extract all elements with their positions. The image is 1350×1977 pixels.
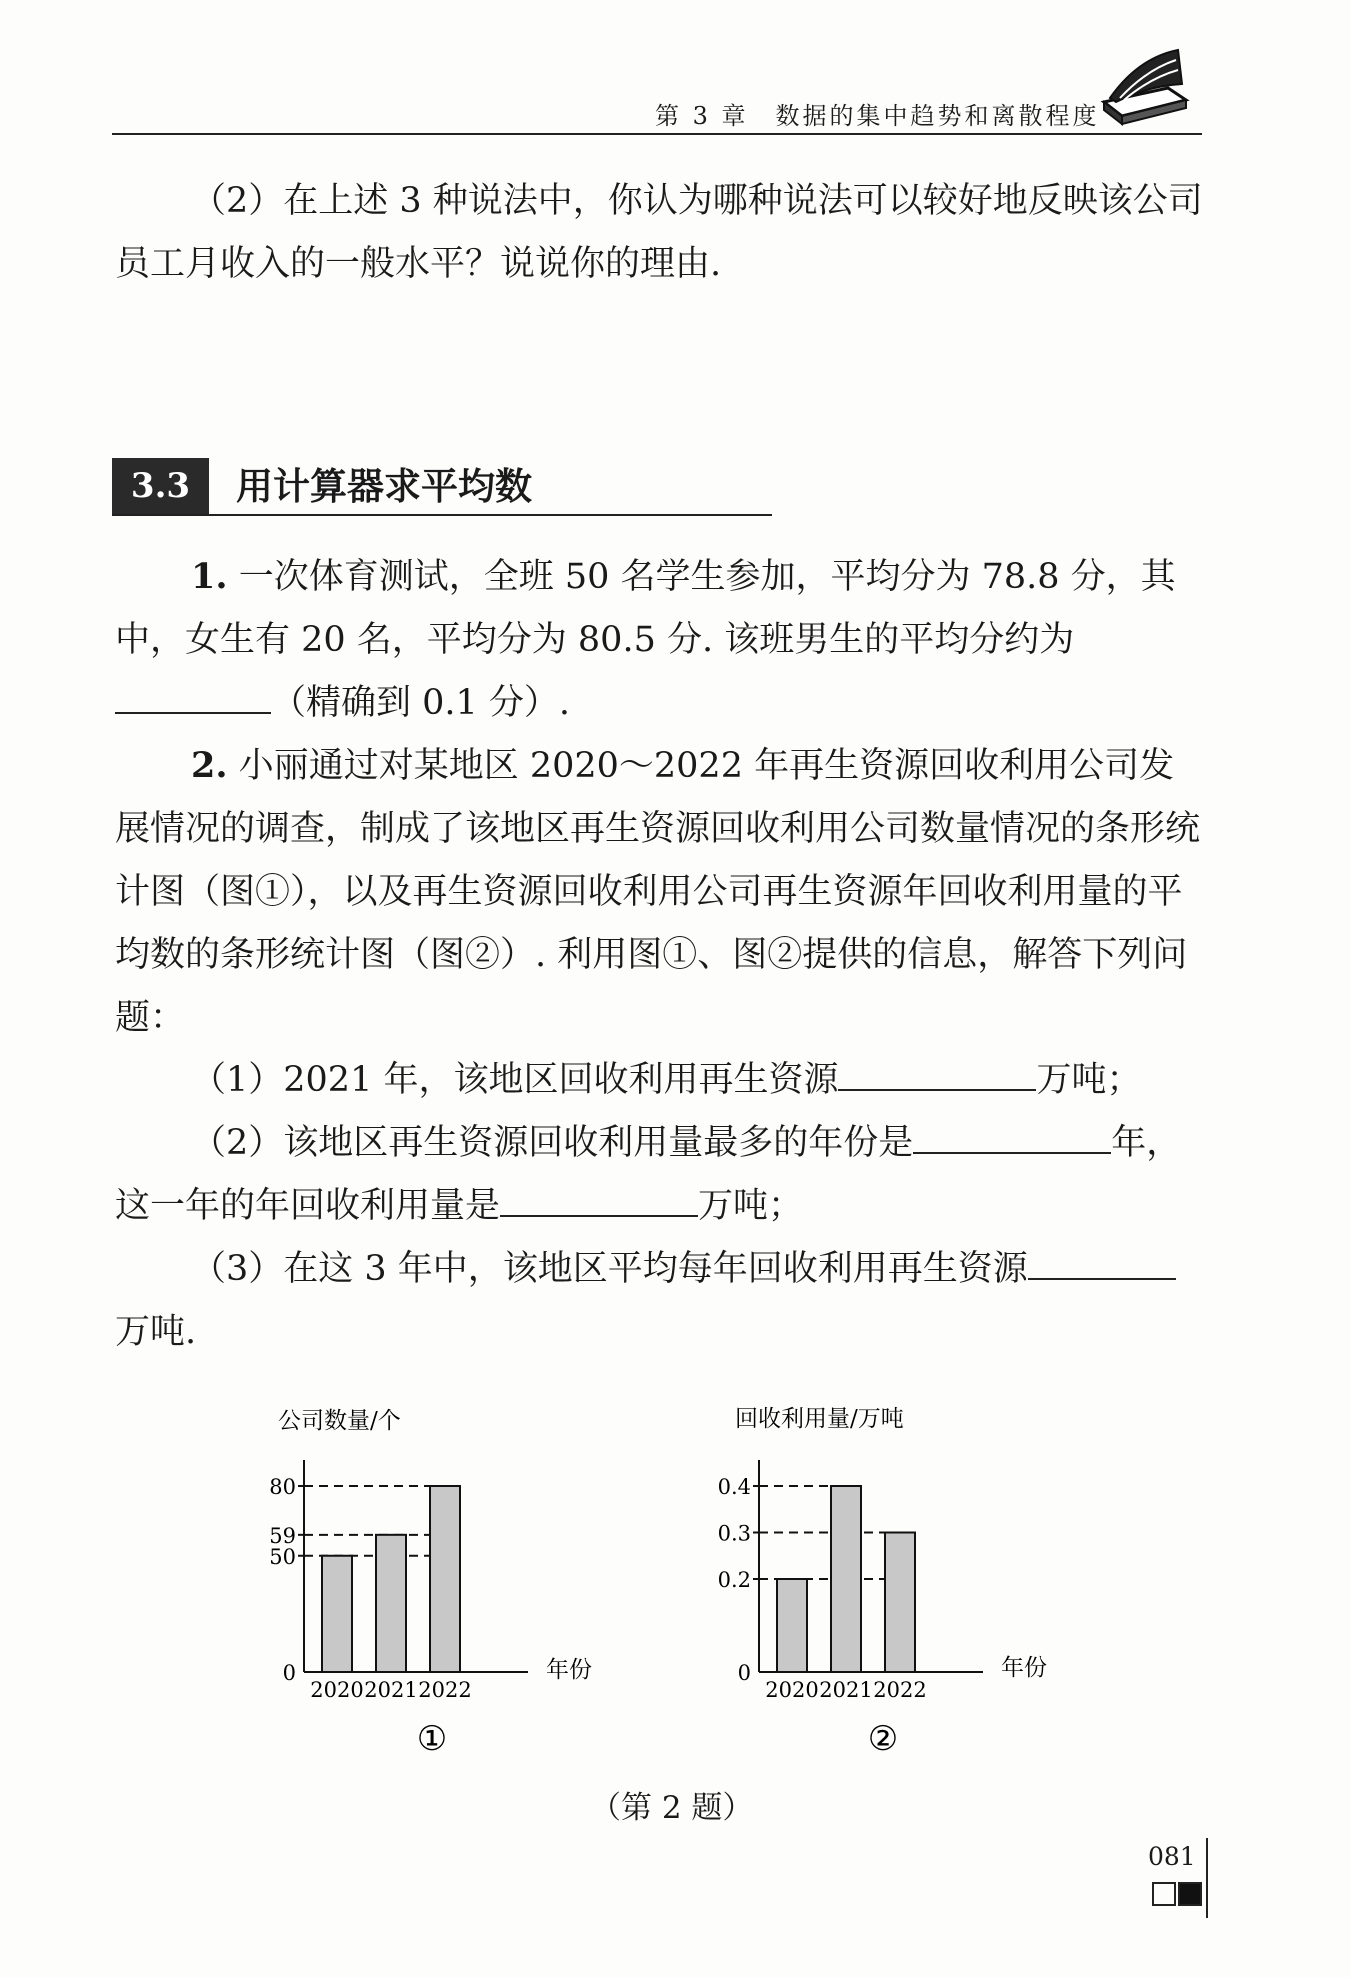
page-number: 081 [1148, 1842, 1196, 1871]
page-marker [1152, 1882, 1204, 1906]
chart-recycling-amount [715, 1390, 1075, 1760]
question-2-intro [115, 734, 1205, 1050]
question-2-intro-text: 小丽通过对某地区 2020～2022 年再生资源回收利用公司发展情况的调查，制成了该地区再生资源回收利用公司数量情况的条形统计图（图①），以及再生资源回收利用公司再生资源年回收利用量的平均数的条形统计图（图②）. 利用图①、图②提供的信息，解答下列问题： [115, 746, 1201, 1038]
chart2-ylabel: 回收利用量/万吨 [735, 1406, 904, 1432]
chart1-ylabel: 公司数量/个 [278, 1408, 401, 1434]
q2-part2-text-c: 万吨； [698, 1186, 804, 1226]
chart-company-count [260, 1390, 620, 1760]
y-tick-label: 0 [282, 1661, 296, 1685]
bar-2021 [376, 1535, 406, 1672]
question-2-number: 2. [191, 745, 228, 786]
q2-part2-text-b: 年，这一年的年回收利用量是 [115, 1123, 1182, 1226]
answer-blank-q2-2a[interactable] [913, 1122, 1111, 1154]
chart1-x-ticks [310, 1678, 471, 1702]
answer-blank-q2-2b[interactable] [500, 1185, 698, 1217]
bar-2020 [322, 1556, 352, 1672]
x-tick-label: 2021 [364, 1678, 418, 1702]
question-1-text-b: （精确到 0.1 分）. [271, 683, 571, 723]
q2-part2-text-a: （2）该地区再生资源回收利用量最多的年份是 [191, 1123, 914, 1163]
answer-blank-q1[interactable] [115, 682, 271, 714]
figure-caption: （第 2 题） [590, 1790, 754, 1826]
chart1-bars [322, 1486, 460, 1672]
book-icon [1098, 48, 1190, 128]
section-title: 用计算器求平均数 [236, 464, 532, 508]
header-rule [112, 133, 1202, 135]
q2-part1-text-b: 万吨； [1036, 1060, 1142, 1100]
y-tick-label: 50 [269, 1544, 296, 1569]
x-tick-label: 2020 [310, 1678, 364, 1702]
chart2-bars [777, 1486, 915, 1672]
chart1-xlabel: 年份 [546, 1657, 592, 1683]
page-marker-empty-box [1152, 1882, 1176, 1906]
chart2-marker: ② [867, 1719, 899, 1759]
answer-blank-q2-3[interactable] [1028, 1248, 1176, 1280]
y-tick-label: 80 [269, 1475, 296, 1499]
y-tick-label: 0.4 [717, 1475, 751, 1499]
y-tick-label: 0.3 [717, 1521, 751, 1546]
chapter-header: 第 3 章 数据的集中趋势和离散程度 [655, 102, 1100, 130]
bar-2022 [430, 1486, 460, 1672]
y-tick-label: 0.2 [717, 1568, 751, 1592]
q2-part3-text-a: （3）在这 3 年中，该地区平均每年回收利用再生资源 [191, 1249, 1028, 1289]
question-1-number: 1. [191, 556, 228, 597]
chart1-y-ticks [269, 1475, 296, 1685]
question-1 [115, 545, 1205, 735]
section-rule [112, 514, 772, 516]
question-2-part-3 [115, 1238, 1205, 1364]
page-marker-filled-box [1178, 1882, 1202, 1906]
bar-2021 [831, 1486, 861, 1672]
x-tick-label: 2022 [873, 1678, 927, 1702]
q2-part3-text-b: 万吨. [115, 1312, 197, 1352]
page-number-rule [1206, 1838, 1208, 1918]
chart2-x-ticks [765, 1678, 926, 1702]
y-tick-label: 59 [269, 1523, 296, 1548]
question-1-text-a: 一次体育测试，全班 50 名学生参加，平均分为 78.8 分，其中，女生有 20 名，平均分为 80.5 分. 该班男生的平均分约为 [115, 557, 1176, 660]
section-number: 3.3 [112, 458, 209, 514]
chart2-xlabel: 年份 [1001, 1655, 1047, 1681]
answer-blank-q2-1[interactable] [838, 1059, 1036, 1091]
bar-2022 [885, 1533, 915, 1673]
question-2-part-1 [115, 1049, 1205, 1112]
chart1-marker: ① [416, 1719, 448, 1759]
chart2-y-ticks [718, 1475, 751, 1685]
q2-part1-text-a: （1）2021 年，该地区回收利用再生资源 [191, 1060, 839, 1100]
bar-2020 [777, 1579, 807, 1672]
x-tick-label: 2020 [765, 1678, 819, 1702]
prev-question-part2: （2）在上述 3 种说法中，你认为哪种说法可以较好地反映该公司员工月收入的一般水平？说说你的理由. [115, 181, 1203, 284]
y-tick-label: 0 [737, 1661, 751, 1685]
question-2-part-2 [115, 1112, 1205, 1238]
x-tick-label: 2022 [418, 1678, 472, 1702]
x-tick-label: 2021 [819, 1678, 873, 1702]
